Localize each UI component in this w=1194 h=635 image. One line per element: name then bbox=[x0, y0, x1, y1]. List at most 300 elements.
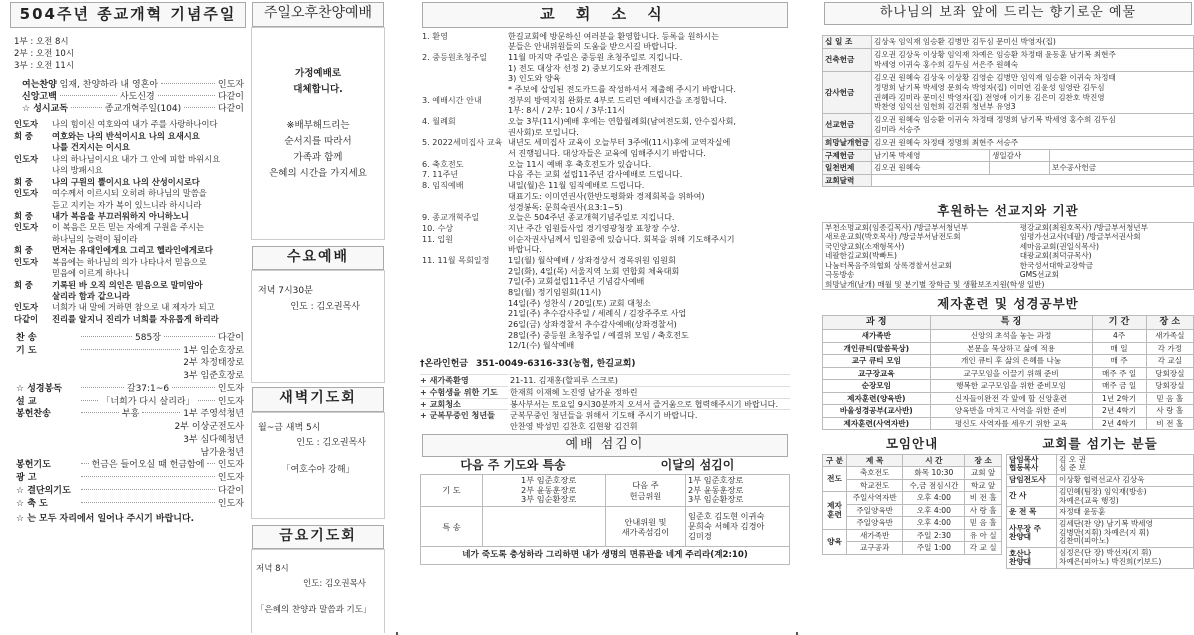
server-role: 간 사 bbox=[1007, 486, 1057, 506]
mission-item: 새로운교회(박호목사) /방글부서남전도회 bbox=[825, 232, 961, 242]
announcements bbox=[420, 31, 790, 351]
training-cell: 당회장실 bbox=[1146, 367, 1193, 379]
prayer-item: 1부 임준호장로 bbox=[521, 474, 577, 485]
order-line bbox=[16, 384, 244, 395]
groups-row bbox=[823, 542, 1002, 554]
training-cell: 비 전 홀 bbox=[1146, 417, 1193, 429]
mission-item: 부천소명교회(임종길목사) /방글부서청년부 bbox=[825, 222, 968, 232]
offering-type bbox=[990, 162, 1050, 174]
guide-item: 임준호 김도현 이귀숙 bbox=[688, 511, 765, 522]
guide-label: 안내위원 및 새가족섬김이 bbox=[606, 507, 686, 547]
groups-header-row bbox=[823, 454, 1002, 466]
group-cell: 주일양육반 bbox=[847, 517, 903, 529]
reading-text: 나의 하나님이시요 내가 그 안에 피할 바위시요 bbox=[52, 153, 221, 164]
group-cell: 교구공과 bbox=[847, 542, 903, 554]
wednesday-info bbox=[251, 270, 385, 383]
training-row bbox=[823, 405, 1194, 417]
account-label: †온라인헌금 bbox=[420, 358, 468, 369]
servers-title: 교회를 섬기는 분들 bbox=[1042, 436, 1158, 452]
reading-line bbox=[14, 302, 246, 313]
order-leader: 3부 임준호장로 bbox=[183, 371, 244, 382]
group-cell: 교회 앞 bbox=[965, 467, 1002, 479]
order-leader: 다같이 bbox=[217, 91, 244, 102]
offering-type: 건축헌금 bbox=[823, 49, 872, 72]
training-cell: 본문을 묵상하고 삶에 적용 bbox=[930, 342, 1092, 354]
info-line: 「여호수아 강해」 bbox=[281, 465, 355, 476]
offering-type: 생일감사 bbox=[990, 149, 1050, 161]
group-cell: 주일양육반 bbox=[847, 504, 903, 516]
server-row bbox=[1007, 475, 1194, 487]
responsive-reading bbox=[8, 119, 248, 325]
announcement-line: 21일(주) 추수감사주일 / 세례식 / 김장주주로 사업 bbox=[508, 308, 687, 319]
announcement-label: 11. 11월 목회일정 bbox=[422, 254, 490, 265]
offering-names: 김오권 김상욱 이상황 임익재 차예은 임승환 차정태 윤동훈 남기복 최현주 박세영 이귀숙 홍수희 김두심 서은주 원혜숙 bbox=[872, 49, 1194, 72]
reading-line bbox=[14, 154, 246, 165]
mission-row bbox=[823, 242, 1194, 251]
order-key: 봉헌찬송 bbox=[16, 409, 51, 420]
notice-label: + 새가족환영 bbox=[420, 374, 508, 386]
group-cell: 오후 4:00 bbox=[903, 492, 965, 504]
missions-table bbox=[822, 222, 1194, 290]
announcement-label: 1. 환영 bbox=[422, 30, 448, 41]
order-value: 갈37:1~6 bbox=[126, 383, 170, 394]
announcement-line: 1일(월) 월삭예배 / 상좌경상서 경목위원 임원회 bbox=[508, 254, 676, 265]
reading-line bbox=[14, 314, 246, 325]
announcement-label: 6. 축호전도 bbox=[422, 158, 464, 169]
training-cell: 개인 큐티 후 삶의 은혜를 나눔 bbox=[930, 355, 1092, 367]
training-cell: 1년 2학기 bbox=[1092, 392, 1146, 404]
prayer-item: 3부 임순환장로 bbox=[521, 494, 577, 505]
offerings-title: 하나님의 보좌 앞에 드리는 향기로운 예물 bbox=[824, 2, 1192, 25]
announcement-line: 11월 마지막 주일은 중등원 초청주일로 지킵니다. bbox=[508, 52, 683, 63]
next-week-header: 다음 주 기도와 특송 bbox=[460, 457, 566, 472]
order-leader: 인도자 bbox=[217, 498, 244, 509]
servers-table bbox=[1006, 454, 1194, 569]
order-line bbox=[16, 397, 244, 408]
server-names: 김민혜(팀장) 임익재(방송) 차예은(교육 행정) bbox=[1057, 486, 1194, 506]
online-offering bbox=[420, 359, 790, 370]
prayer-label: 기 도 bbox=[421, 474, 483, 507]
announcement-line: 7일(주) 교회설립11주년 기념감사예배 bbox=[508, 276, 645, 287]
order-value: 부흥 bbox=[121, 409, 140, 420]
order-line bbox=[16, 473, 244, 484]
offering-label: 다음 주 헌금위원 bbox=[606, 474, 686, 507]
missions-title: 후원하는 선교지와 기관 bbox=[937, 203, 1079, 219]
order-key: 찬 송 bbox=[16, 332, 37, 343]
order-value: 사도신경 bbox=[119, 91, 155, 102]
offering-names: 보수공사헌금 bbox=[1050, 162, 1194, 174]
order-line bbox=[16, 371, 244, 382]
order-key: 여는찬양 bbox=[22, 79, 57, 90]
prayer-list bbox=[483, 474, 606, 507]
announcement-line: 26일(금) 상좌경찰서 추수감사예배(상좌경찰서) bbox=[508, 318, 677, 329]
training-cell: 새가족반 bbox=[823, 330, 931, 342]
training-cell: 평신도 사역자를 세우기 위한 교육 bbox=[930, 417, 1092, 429]
this-month-header: 이달의 섬김이 bbox=[660, 457, 735, 472]
offering-names: 김오권 원혜숙 bbox=[872, 162, 990, 174]
dawn-info bbox=[251, 412, 385, 519]
announcement-line: 14일(주) 성찬식 / 20일(토) 교회 대청소 bbox=[508, 297, 651, 308]
dawn-title: 새벽기도회 bbox=[252, 387, 384, 412]
info-line: 인도 : 김오권목사 bbox=[296, 437, 366, 448]
announcement-line: 바랍니다. bbox=[508, 244, 542, 255]
mission-item: 국민양교회(소재형목사) bbox=[825, 241, 905, 251]
reading-text: 여수께서 이르시되 오히려 하나님의 말씀을 bbox=[52, 188, 207, 199]
reading-speaker: 회 중 bbox=[14, 210, 33, 221]
server-role: 사무장 주 찬양대 bbox=[1007, 519, 1057, 548]
offering-type: 선교헌금 bbox=[823, 114, 872, 137]
order-line bbox=[22, 104, 244, 115]
announcement-label: 8. 임직예배 bbox=[422, 180, 464, 191]
announcement-line: 대표기도: 이미연권사(한반도평화와 경제회복을 위하여) bbox=[508, 190, 705, 201]
order-leader: 다같이 bbox=[217, 104, 245, 115]
notice-text: 한재희 이재혜 노진영 남가윤 정하린 bbox=[510, 386, 790, 398]
order-line bbox=[16, 435, 244, 446]
order-line bbox=[16, 499, 244, 510]
order-line bbox=[16, 448, 244, 459]
training-cell: 2년 4학기 bbox=[1092, 405, 1146, 417]
order-line bbox=[16, 422, 244, 433]
worship-servers-title: 예배 섬김이 bbox=[422, 434, 788, 457]
order-line bbox=[16, 333, 244, 344]
service-time: 1부 : 오전 8시 bbox=[14, 36, 69, 47]
training-cell: 매 일 bbox=[1092, 342, 1146, 354]
group-cell: 믿 음 홀 bbox=[965, 517, 1002, 529]
mission-item: 희망날개(날개) 매월 및 분기별 장학금 및 생활보조지원(학생 일반) bbox=[825, 279, 1045, 289]
server-role: 호산나 찬양대 bbox=[1007, 548, 1057, 568]
reading-line bbox=[14, 280, 246, 291]
news-title: 교 회 소 식 bbox=[422, 2, 788, 28]
reading-line bbox=[14, 165, 246, 176]
announcement-line: 내일(월)은 11월 임직예배로 드립니다. bbox=[508, 180, 645, 191]
training-header-row bbox=[823, 315, 1194, 329]
reading-line bbox=[14, 211, 246, 222]
training-cell: 매주 금 일 bbox=[1092, 380, 1146, 392]
reading-text: 나의 방패시요 bbox=[52, 165, 103, 176]
afternoon-notice bbox=[251, 27, 385, 240]
offering-item: 3부 임순환장로 bbox=[688, 494, 744, 505]
reading-text: 나의 구원의 뿔이시요 나의 산성이시로다 bbox=[52, 176, 200, 187]
reading-speaker: 인도자 bbox=[14, 222, 39, 233]
group-cell: 오후 4:00 bbox=[903, 504, 965, 516]
mission-item: 임평가선교사(네팔) /방글부서권사회 bbox=[1019, 232, 1141, 242]
reading-text: 너희가 내 말에 거하면 참으로 내 제자가 되고 bbox=[52, 302, 215, 313]
groups-header: 시 간 bbox=[903, 454, 965, 466]
announcement-text bbox=[508, 52, 790, 95]
offering-row bbox=[823, 162, 1194, 174]
training-cell: 행복한 교구모임을 위한 준비모임 bbox=[930, 380, 1092, 392]
reading-line bbox=[14, 200, 246, 211]
reading-text: 믿음에 이르게 하나니 bbox=[52, 268, 130, 279]
training-title: 제자훈련 및 성경공부반 bbox=[937, 296, 1079, 312]
training-cell: 믿 음 홀 bbox=[1146, 392, 1193, 404]
announcement-line: 28일(주) 중등원 초청주일 / 예결위 모임 / 축호전도 bbox=[508, 329, 689, 340]
reading-line bbox=[14, 245, 246, 256]
order-line bbox=[16, 358, 244, 369]
offering-names: 남기복 박세영 bbox=[872, 149, 990, 161]
order-key: ☆ 축 도 bbox=[16, 498, 48, 509]
special-label: 특 송 bbox=[421, 507, 483, 547]
reading-line bbox=[14, 291, 246, 302]
announcement-line: 권사회)로 모입니다. bbox=[508, 126, 579, 137]
bottom-section bbox=[822, 434, 1194, 569]
training-cell: 순장모임 bbox=[823, 380, 931, 392]
notice-line: ※배부해드리는 bbox=[286, 119, 350, 131]
announcement-line: 서 진행됩니다. 대상자들은 교육에 임해주시기 바랍니다. bbox=[508, 148, 706, 159]
stand-note: ☆ 는 모두 자리에서 일어나 주시기 바랍니다. bbox=[16, 514, 195, 525]
announcement-text bbox=[508, 137, 790, 158]
groups-row bbox=[823, 479, 1002, 491]
info-line: 저녁 7시30분 bbox=[258, 286, 313, 296]
mission-item: 대광교회(최덕규목사) bbox=[1019, 251, 1092, 261]
training-cell: 각 교실 bbox=[1146, 355, 1193, 367]
reading-text: 살리라 함과 같으니라 bbox=[52, 291, 130, 301]
offerings-column bbox=[822, 2, 1194, 633]
offering-type: 희망날개헌금 bbox=[823, 136, 872, 149]
offering-row bbox=[823, 174, 1194, 186]
announcement-label: 5. 2022세미집사 교육 bbox=[422, 137, 503, 148]
order-of-worship-column bbox=[8, 2, 248, 633]
announcement-line: 내년도 세미집사 교육이 오늘부터 3주에(11시)후에 교역자실에 bbox=[508, 137, 731, 148]
reading-text: 먼저는 유대인에게요 그리고 헬라인에게로다 bbox=[52, 245, 213, 256]
mission-item: 네팔한길교회(박빠트) bbox=[825, 251, 897, 261]
reading-line bbox=[14, 177, 246, 188]
announcement-line: * 주보에 삽입된 전도카드를 작성하셔서 제출해 주시기 바랍니다. bbox=[508, 84, 736, 95]
reading-speaker: 회 중 bbox=[14, 176, 33, 187]
order-line bbox=[16, 486, 244, 497]
order-value: 임재, 찬양하라 내 영혼아 bbox=[59, 79, 159, 90]
order-key: ☆ 성경봉독 bbox=[16, 383, 62, 394]
server-names: 김 오 권 심 준 보 bbox=[1057, 454, 1194, 474]
evening-services-column bbox=[250, 2, 386, 633]
server-names: 김세단(찬 양) 남기복 박세영 김병만(지휘) 차예은(지 휘) 김찬미(피아노) bbox=[1057, 519, 1194, 548]
announcement-line: 정부의 방역지침 완화로 4부로 드리던 예배시간을 조정합니다. bbox=[508, 94, 727, 105]
groups-table bbox=[822, 454, 1002, 555]
order-leader: 다같이 bbox=[217, 332, 244, 343]
announcement-label: 9. 종교개혁주일 bbox=[422, 212, 480, 223]
training-header: 장 소 bbox=[1146, 315, 1193, 329]
groups-row bbox=[823, 467, 1002, 479]
offering-names bbox=[1050, 149, 1194, 161]
offering-row bbox=[823, 49, 1194, 72]
announcement-line: 이순자권사님께서 입원중에 있습니다. 회복을 위해 기도해주시기 bbox=[508, 233, 735, 244]
reading-text: 이 복음은 모든 믿는 자에게 구원을 주시는 bbox=[52, 222, 205, 233]
training-row bbox=[823, 367, 1194, 379]
order-leader: 인도자 bbox=[217, 396, 244, 407]
mission-item: 한국성서대학교장학금 bbox=[1019, 260, 1094, 270]
announcement-line: 분들은 안내위원들의 도움을 받으시길 바랍니다. bbox=[508, 41, 678, 52]
order-value: 585장 bbox=[135, 332, 161, 343]
offering-row bbox=[823, 114, 1194, 137]
offering-names: 김상욱 임익재 임승환 김병만 김두심 문미신 박영자(집) bbox=[872, 36, 1194, 49]
order-key: 광 고 bbox=[16, 473, 37, 484]
order-value: 종교개혁주일(104) bbox=[104, 104, 182, 115]
groups-row bbox=[823, 517, 1002, 529]
groups-row bbox=[823, 504, 1002, 516]
server-row bbox=[1007, 519, 1194, 548]
offering-type: 구제헌금 bbox=[823, 149, 872, 161]
announcement-line: 오늘 3부(11시)예배 후에는 연합월례회(남여전도회, 안수집사회, bbox=[508, 116, 737, 127]
order-leader: 1부 주영석청년 bbox=[183, 409, 244, 420]
service-time: 2부 : 오전 10시 bbox=[14, 49, 75, 60]
worship-servers-table bbox=[420, 457, 790, 565]
mission-item: 세마음교회(권일식목사) bbox=[1019, 241, 1099, 251]
training-table bbox=[822, 315, 1194, 430]
announcement-label: 11. 입원 bbox=[422, 233, 454, 244]
groups-title: 모임안내 bbox=[885, 436, 939, 452]
mission-item: GMS선교회 bbox=[1019, 270, 1059, 280]
order-value: 「너희가 다시 살리라」 bbox=[101, 396, 195, 407]
group-category: 전도 bbox=[823, 467, 847, 492]
reading-text: 복음에는 하나님의 의가 나타나서 믿음으로 bbox=[52, 256, 207, 267]
offering-row bbox=[823, 71, 1194, 113]
order-leader: 인도자 bbox=[217, 460, 245, 471]
reading-speaker: 인도자 bbox=[14, 302, 39, 313]
servers-box bbox=[1006, 434, 1194, 569]
group-cell: 사 랑 홀 bbox=[965, 504, 1002, 516]
training-row bbox=[823, 342, 1194, 354]
reading-line bbox=[14, 268, 246, 279]
groups-row bbox=[823, 492, 1002, 504]
reading-text: 나의 힘이신 여호와여 내가 주를 사랑하나이다 bbox=[52, 119, 218, 130]
order-key: 기 도 bbox=[16, 345, 37, 356]
training-cell: 새가족실 bbox=[1146, 330, 1193, 342]
training-header: 과 정 bbox=[823, 315, 931, 329]
group-cell: 새가족반 bbox=[847, 529, 903, 541]
announcement-text bbox=[508, 116, 790, 137]
order-leader: 2부 이상군전도사 bbox=[174, 422, 244, 433]
group-cell: 비 전 홀 bbox=[965, 492, 1002, 504]
server-names: 이상황 협력선교사 김상욱 bbox=[1057, 475, 1194, 487]
training-row bbox=[823, 330, 1194, 342]
group-cell: 학교 앞 bbox=[965, 479, 1002, 491]
reading-text: 하나님의 능력이 됨이라 bbox=[52, 233, 138, 244]
offering-item: 1부 임준호장로 bbox=[688, 474, 744, 485]
training-cell: 교구모임을 이끌기 위해 준비 bbox=[930, 367, 1092, 379]
training-row bbox=[823, 355, 1194, 367]
reading-speaker: 회 중 bbox=[14, 245, 33, 256]
mission-row bbox=[823, 251, 1194, 260]
reading-text: 여호와는 나의 반석이시요 나의 요새시요 bbox=[52, 130, 200, 141]
group-cell: 주일 1:00 bbox=[903, 542, 965, 554]
reading-speaker: 인도자 bbox=[14, 188, 39, 199]
announcement-text bbox=[508, 223, 790, 234]
training-cell: 개인큐티(말씀묵상) bbox=[823, 342, 931, 354]
mission-item: 평강교회(최원호목사) /방글부서청년부 bbox=[1019, 222, 1148, 232]
order-key: 봉헌기도 bbox=[16, 460, 51, 471]
reading-line bbox=[14, 234, 246, 245]
announcement-text bbox=[508, 95, 790, 116]
info-line: 인도 : 김오권목사 bbox=[290, 302, 360, 313]
training-cell: 신자들이완전 각 앞에 할 신앙훈련 bbox=[930, 392, 1092, 404]
service-time: 3부 : 오전 11시 bbox=[14, 61, 75, 72]
order-line bbox=[16, 460, 244, 471]
sunday-afternoon-title: 주일오후찬양예배 bbox=[252, 2, 384, 27]
order-leader: 인도자 bbox=[217, 79, 244, 90]
announcement-line: 1) 전도 대상자 선정 2) 중보기도와 관계전도 bbox=[508, 62, 666, 73]
offering-row bbox=[823, 149, 1194, 161]
prayer-item: 2부 윤동훈장로 bbox=[521, 484, 577, 495]
training-cell: 교구장교육 bbox=[823, 367, 931, 379]
training-row bbox=[823, 417, 1194, 429]
mission-row bbox=[823, 280, 1194, 290]
memory-verse: 네가 죽도록 충성하라 그리하면 내가 생명의 면류관을 네게 주리라(계2:10) bbox=[421, 547, 790, 565]
order-key: ☆ 성시교독 bbox=[22, 104, 68, 115]
offering-row bbox=[823, 136, 1194, 149]
server-row bbox=[1007, 507, 1194, 519]
training-cell: 바울성경공부(교사반) bbox=[823, 405, 931, 417]
reading-text: 기록된 바 오직 의인은 믿음으로 말미암아 bbox=[52, 279, 203, 290]
guide-item: 문희숙 서혜자 김경아 bbox=[688, 520, 765, 531]
announcement-line: 3) 인도와 양육 bbox=[508, 73, 561, 84]
reading-text: 나를 건지시는 이시요 bbox=[52, 142, 130, 153]
order-top bbox=[8, 73, 248, 120]
groups-header: 장 소 bbox=[965, 454, 1002, 466]
offering-type: 일천번제 bbox=[823, 162, 872, 174]
mission-item: 극동방송 bbox=[825, 270, 855, 280]
announcement-text bbox=[508, 212, 790, 223]
order-value: 헌금은 들어오실 때 헌금함에 bbox=[91, 460, 205, 471]
order-line bbox=[16, 409, 244, 420]
order-leader: 3부 심다혜청년 bbox=[183, 434, 244, 445]
reading-line bbox=[14, 131, 246, 142]
reading-line bbox=[14, 222, 246, 233]
groups-header: 구 분 bbox=[823, 454, 847, 466]
offering-item: 2부 윤동훈장로 bbox=[688, 484, 744, 495]
announcement-label: 4. 월례회 bbox=[422, 116, 456, 127]
server-row bbox=[1007, 486, 1194, 506]
announcement-line: 오늘은 504주년 종교개혁기념주일로 지킵니다. bbox=[508, 212, 675, 223]
announcement-line: 한길교회에 방문하신 여러분을 환영합니다. 등록을 원하시는 bbox=[508, 30, 719, 41]
mission-row bbox=[823, 270, 1194, 279]
group-category: 제자 훈련 bbox=[823, 492, 847, 529]
notice-text: 봉사부서는 토요일 9시30분까지 오셔서 즐거움으로 협력해주시기 바랍니다. bbox=[510, 398, 790, 410]
training-cell: 당회장실 bbox=[1146, 380, 1193, 392]
reading-speaker: 인도자 bbox=[14, 153, 39, 164]
announcement-line: 오늘 11시 예배 후 축호전도가 있습니다. bbox=[508, 158, 652, 169]
mission-row bbox=[823, 232, 1194, 241]
group-cell: 주일 2:30 bbox=[903, 529, 965, 541]
groups-box bbox=[822, 434, 1002, 569]
group-cell: 축호전도 bbox=[847, 467, 903, 479]
group-cell: 각 교 실 bbox=[965, 542, 1002, 554]
notice-line: 순서지를 따라서 bbox=[284, 135, 352, 147]
order-line bbox=[16, 346, 244, 357]
notice-line: 가정예배로 bbox=[295, 67, 341, 79]
guide-item: 김미경 bbox=[688, 530, 712, 541]
offering-list bbox=[686, 474, 790, 507]
order-leader: 1부 임순호장로 bbox=[183, 345, 244, 356]
order-line bbox=[22, 92, 244, 103]
reading-line bbox=[14, 188, 246, 199]
groups-row bbox=[823, 529, 1002, 541]
order-bottom bbox=[8, 325, 248, 510]
announcement-label: 10. 수상 bbox=[422, 222, 454, 233]
offering-type: 교회달력 bbox=[823, 174, 872, 186]
offerings-table bbox=[822, 35, 1194, 187]
notice-line: 대체합니다. bbox=[293, 83, 343, 95]
training-cell: 사 랑 홀 bbox=[1146, 405, 1193, 417]
info-line: 월~금 새벽 5시 bbox=[258, 422, 321, 433]
group-cell: 학교전도 bbox=[847, 479, 903, 491]
order-key: 신앙고백 bbox=[22, 91, 57, 102]
announcement-line: 다음 주는 교회 설립11주년 감사예배로 드립니다. bbox=[508, 169, 683, 180]
server-role: 운 전 목 bbox=[1007, 507, 1057, 519]
wednesday-title: 수요예배 bbox=[252, 246, 384, 271]
friday-title: 금요기도회 bbox=[252, 525, 384, 550]
group-cell: 주일사역자반 bbox=[847, 492, 903, 504]
order-key: 설 교 bbox=[16, 396, 37, 407]
